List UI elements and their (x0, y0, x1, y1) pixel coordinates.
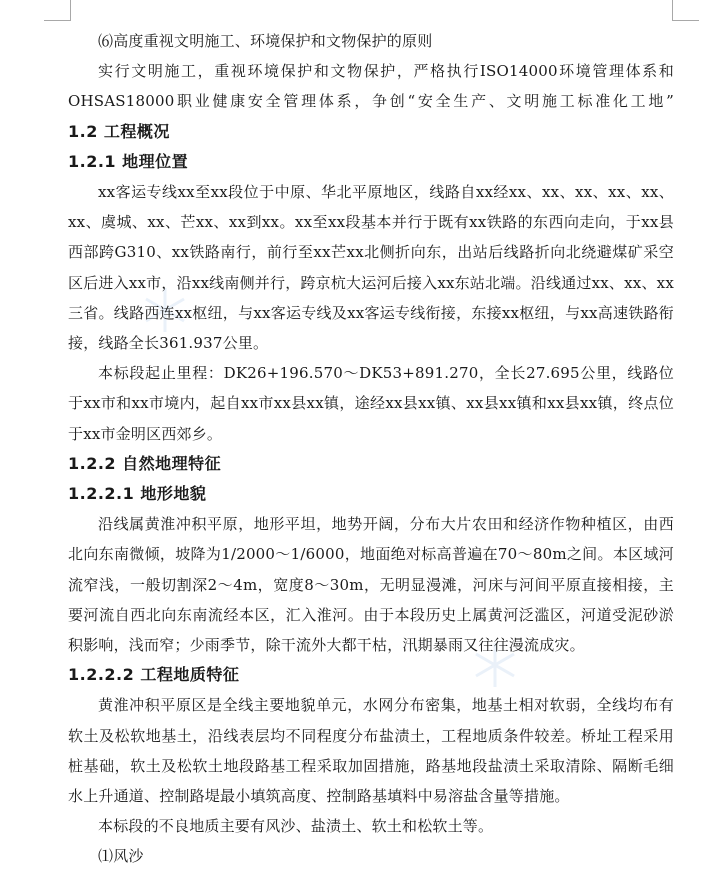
paragraph-section-mileage: 本标段起止里程：DK26+196.570～DK53+891.270，全长27.695公里，线路位于xx市和xx市境内，起自xx市xx县xx镇，途经xx县xx镇、xx县xx镇和xx县xx镇，终点位于xx市金明区西郊乡。 (68, 364, 674, 443)
heading-geographic-location: 1.2.1 地理位置 (68, 151, 189, 171)
page-margin-corner-right (672, 0, 699, 21)
paragraph-civilized-construction: 实行文明施工，重视环境保护和文物保护，严格执行ISO14000环境管理体系和OHSAS18000职业健康安全管理体系，争创“安全生产、文明施工标准化工地” (68, 62, 674, 111)
paragraph-geology-description: 黄淮冲积平原区是全线主要地貌单元，水网分布密集，地基土相对软弱，全线均布有软土及松软地基土，沿线表层均不同程度分布盐渍土，工程地质条件较差。桥址工程采用桩基础，软土及松软土地段路基工程采取加固措施，路基地段盐渍土采取清除、隔断毛细水上升通道、控制路堤最小填筑高度、控制路基填料中易溶盐含量等措施。 (68, 696, 674, 806)
list-item-wind-sand: ⑴风沙 (98, 847, 144, 866)
paragraph-landform-description: 沿线属黄淮冲积平原，地形平坦，地势开阔，分布大片农田和经济作物种植区，由西北向东南微倾，坡降为1/2000～1/6000，地面绝对标高普遍在70～80m之间。本区域河流窄浅，一般切割深2～4m，宽度8～30m，无明显漫滩，河床与河间平原直接相接，主要河流自西北向东南流经本区，汇入淮河。由于本段历史上属黄河泛滥区，河道受泥砂淤积影响，浅而窄；少雨季节，除干流外大都干枯，汛期暴雨又往往漫流成灾。 (68, 515, 674, 655)
document-body (68, 26, 674, 872)
heading-project-overview: 1.2 工程概况 (68, 121, 170, 141)
heading-natural-geography: 1.2.2 自然地理特征 (68, 453, 222, 473)
paragraph-route-description: xx客运专线xx至xx段位于中原、华北平原地区，线路自xx经xx、xx、xx、xx、xx、xx、虞城、xx、芒xx、xx到xx。xx至xx段基本并行于既有xx铁路的东西向走向，于xx县西部跨G310、xx铁路南行，前行至xx芒xx北侧折向东，出站后线路折向北绕避煤矿采空区后进入xx市，沿xx线南侧并行，跨京杭大运河后接入xx东站北端。沿线通过xx、xx、xx三省。线路西连xx枢纽，与xx客运专线及xx客运专线衔接，东接xx枢纽，与xx高速铁路衔接，线路全长361.937公里。 (68, 183, 674, 353)
page-margin-corner-left (44, 0, 71, 21)
paragraph-adverse-geology: 本标段的不良地质主要有风沙、盐渍土、软土和松软土等。 (98, 817, 494, 836)
list-item-principle-6: ⑹高度重视文明施工、环境保护和文物保护的原则 (98, 32, 433, 50)
heading-engineering-geology: 1.2.2.2 工程地质特征 (68, 665, 240, 685)
heading-landform: 1.2.2.1 地形地貌 (68, 484, 207, 504)
